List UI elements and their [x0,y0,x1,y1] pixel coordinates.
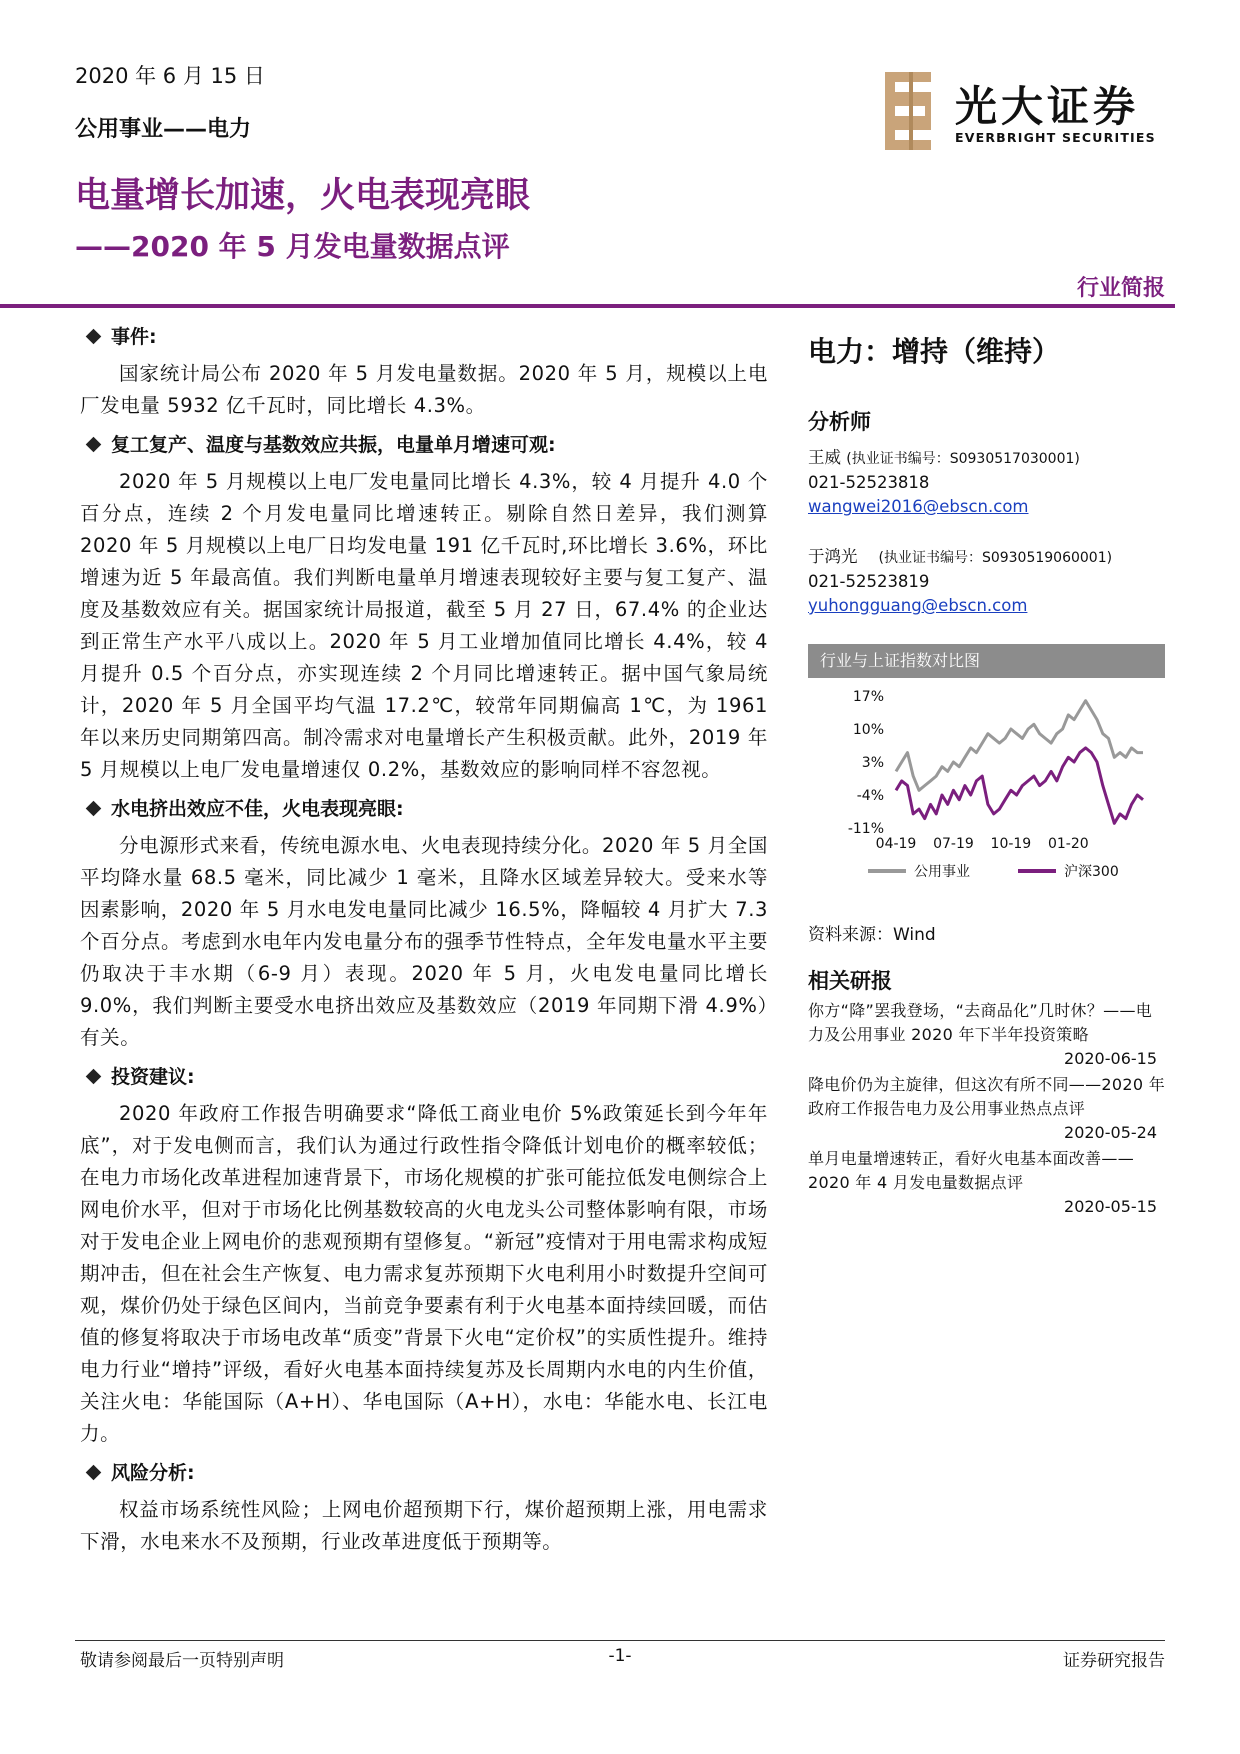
related-report[interactable] [808,1147,1165,1219]
x-tick-label: 10-19 [990,836,1032,852]
analyst-card [808,545,1165,618]
y-tick-label: -4% [856,788,884,804]
rating: 电力：增持（维持） [808,335,1061,368]
chart-svg [808,678,1165,918]
legend-label: 公用事业 [914,864,970,880]
analyst-email-link[interactable]: wangwei2016@ebscn.com [808,497,1029,516]
analyst-phone: 021-52523818 [808,473,930,492]
section-paragraph: 2020 年 5 月规模以上电厂发电量同比增长 4.3%，较 4 月提升 4.0 个百分点，连续 2 个月发电量同比增速转正。剔除自然日差异，我们测算 2020 年 5 月规模以上电厂日均发电量 191 亿千瓦时,环比增长 3.6%，环比增速为近 5 年最高值。我们判断电量单月增速表现较好主要与复工复产、温度及基数效应有关。据国家统计局报道，截至 5 月 27 日，67.4% 的企业达到正常生产水平八成以上。2020 年 5 月工业增加值同比增长 4.4%，较 4 月提升 0.5 个百分点，亦实现连续 2 个月同比增速转正。据中国气象局统计，2020 年 5 月全国平均气温 17.2℃，较常年同期偏高 1℃，为 1961 年以来历史同期第四高。制冷需求对电量增长产生积极贡献。此外，2019 年 5 月规模以上电厂发电量增速仅 0.2%，基数效应的影响同样不容忽视。 [80,470,768,781]
y-tick-label: 3% [861,755,884,771]
report-date: 2020 年 6 月 15 日 [75,64,265,88]
section-investment [80,1062,768,1450]
section-paragraph: 分电源形式来看，传统电源水电、火电表现持续分化。2020 年 5 月全国平均降水量 68.5 毫米，同比减少 1 毫米，且降水区域差异较大。受来水等因素影响，2020 年 5 月水电发电量同比减少 16.5%，降幅较 4 月扩大 7.3 个百分点。考虑到水电年内发电量分布的强季节性特点，全年发电量水平主要仍取决于丰水期（6-9 月）表现。2020 年 5 月，火电发电量同比增长 9.0%，我们判断主要受水电挤出效应及基数效应（2019 年同期下滑 4.9%）有关。 [80,834,768,1049]
report-subtitle: ——2020 年 5 月发电量数据点评 [75,230,510,263]
related-report-title: 你方“降”罢我登场，“去商品化”几时休？——电力及公用事业 2020 年下半年投资策略 [808,1001,1153,1044]
diamond-bullet-icon [86,329,102,345]
diamond-bullet-icon [86,1069,102,1085]
diamond-bullet-icon [86,437,102,453]
footer-disclaimer: 敬请参阅最后一页特别声明 [80,1651,284,1671]
main-body [80,322,768,1566]
related-report-date: 2020-06-15 [1064,1049,1157,1068]
section-heading: 投资建议: [111,1066,195,1088]
diamond-bullet-icon [86,1465,102,1481]
y-tick-label: -11% [847,821,884,837]
analysts-heading: 分析师 [808,410,871,434]
company-logo [885,72,1165,152]
section-heading: 事件: [111,326,157,348]
analyst-name: 王威 [808,448,841,467]
analyst-cert: (执业证书编号：S0930519060001) [878,550,1113,566]
related-report-date: 2020-05-24 [1064,1123,1157,1142]
footer-report-type: 证券研究报告 [1063,1651,1165,1671]
analyst-email-link[interactable]: yuhongguang@ebscn.com [808,596,1028,615]
logo-mark-icon [885,72,945,150]
section-paragraph: 国家统计局公布 2020 年 5 月发电量数据。2020 年 5 月，规模以上电厂发电量 5932 亿千瓦时，同比增长 4.3%。 [80,362,768,417]
section-heading: 水电挤出效应不佳，火电表现亮眼: [111,798,404,820]
report-title: 电量增长加速，火电表现亮眼 [75,176,531,216]
y-tick-label: 10% [852,722,884,738]
section-heading: 复工复产、温度与基数效应共振，电量单月增速可观: [111,434,556,456]
logo-text-en: EVERBRIGHT SECURITIES [955,130,1156,145]
section-growth [80,430,768,786]
related-report-title: 单月电量增速转正，看好火电基本面改善——2020 年 4 月发电量数据点评 [808,1149,1135,1192]
analyst-name: 于鸿光 [808,547,858,566]
analyst-cert: (执业证书编号：S0930517030001) [846,451,1080,467]
x-tick-label: 07-19 [933,836,974,852]
page-number: -1- [608,1646,632,1666]
x-tick-label: 01-20 [1047,836,1089,852]
sidebar [808,330,1165,1221]
series-line [896,701,1143,791]
related-report[interactable] [808,999,1165,1071]
header-divider [0,304,1175,308]
y-tick-label: 17% [852,689,884,705]
related-report-title: 降电价仍为主旋律，但这次有所不同——2020 年政府工作报告电力及公用事业热点点评 [808,1075,1166,1118]
logo-text-cn: 光大证券 [955,82,1140,131]
section-event [80,322,768,422]
chart-title: 行业与上证指数对比图 [808,644,1165,678]
related-heading: 相关研报 [808,969,892,993]
x-tick-label: 04-19 [875,836,917,852]
diamond-bullet-icon [86,801,102,817]
doc-type-label: 行业简报 [1076,276,1165,301]
analyst-phone: 021-52523819 [808,572,930,591]
section-heading: 风险分析: [111,1462,195,1484]
chart-source: 资料来源：Wind [808,925,936,945]
section-risk [80,1458,768,1558]
section-paragraph: 权益市场系统性风险；上网电价超预期下行，煤价超预期上涨，用电需求下滑，水电来水不及预期，行业改革进度低于预期等。 [80,1498,768,1553]
analyst-card [808,446,1165,519]
comparison-chart [808,678,1165,918]
series-line [896,748,1143,823]
footer-divider [75,1640,1165,1641]
legend-label: 沪深300 [1064,864,1119,880]
section-hydro-thermal [80,794,768,1054]
related-report[interactable] [808,1073,1165,1145]
section-paragraph: 2020 年政府工作报告明确要求“降低工商业电价 5%政策延长到今年年底”，对于发电侧而言，我们认为通过行政性指令降低计划电价的概率较低；在电力市场化改革进程加速背景下，市场化规模的扩张可能拉低发电侧综合上网电价水平，但对于市场化比例基数较高的火电龙头公司整体影响有限，市场对于发电企业上网电价的悲观预期有望修复。“新冠”疫情对于用电需求构成短期冲击，但在社会生产恢复、电力需求复苏预期下火电利用小时数提升空间可观，煤价仍处于绿色区间内，当前竞争要素有利于火电基本面持续回暖，而估值的修复将取决于市场电改革“质变”背景下火电“定价权”的实质性提升。维持电力行业“增持”评级，看好火电基本面持续复苏及长周期内水电的内生价值，关注火电：华能国际（A+H）、华电国际（A+H），水电：华能水电、长江电力。 [80,1102,768,1445]
related-report-date: 2020-05-15 [1064,1197,1157,1216]
sector-label: 公用事业——电力 [75,117,252,142]
